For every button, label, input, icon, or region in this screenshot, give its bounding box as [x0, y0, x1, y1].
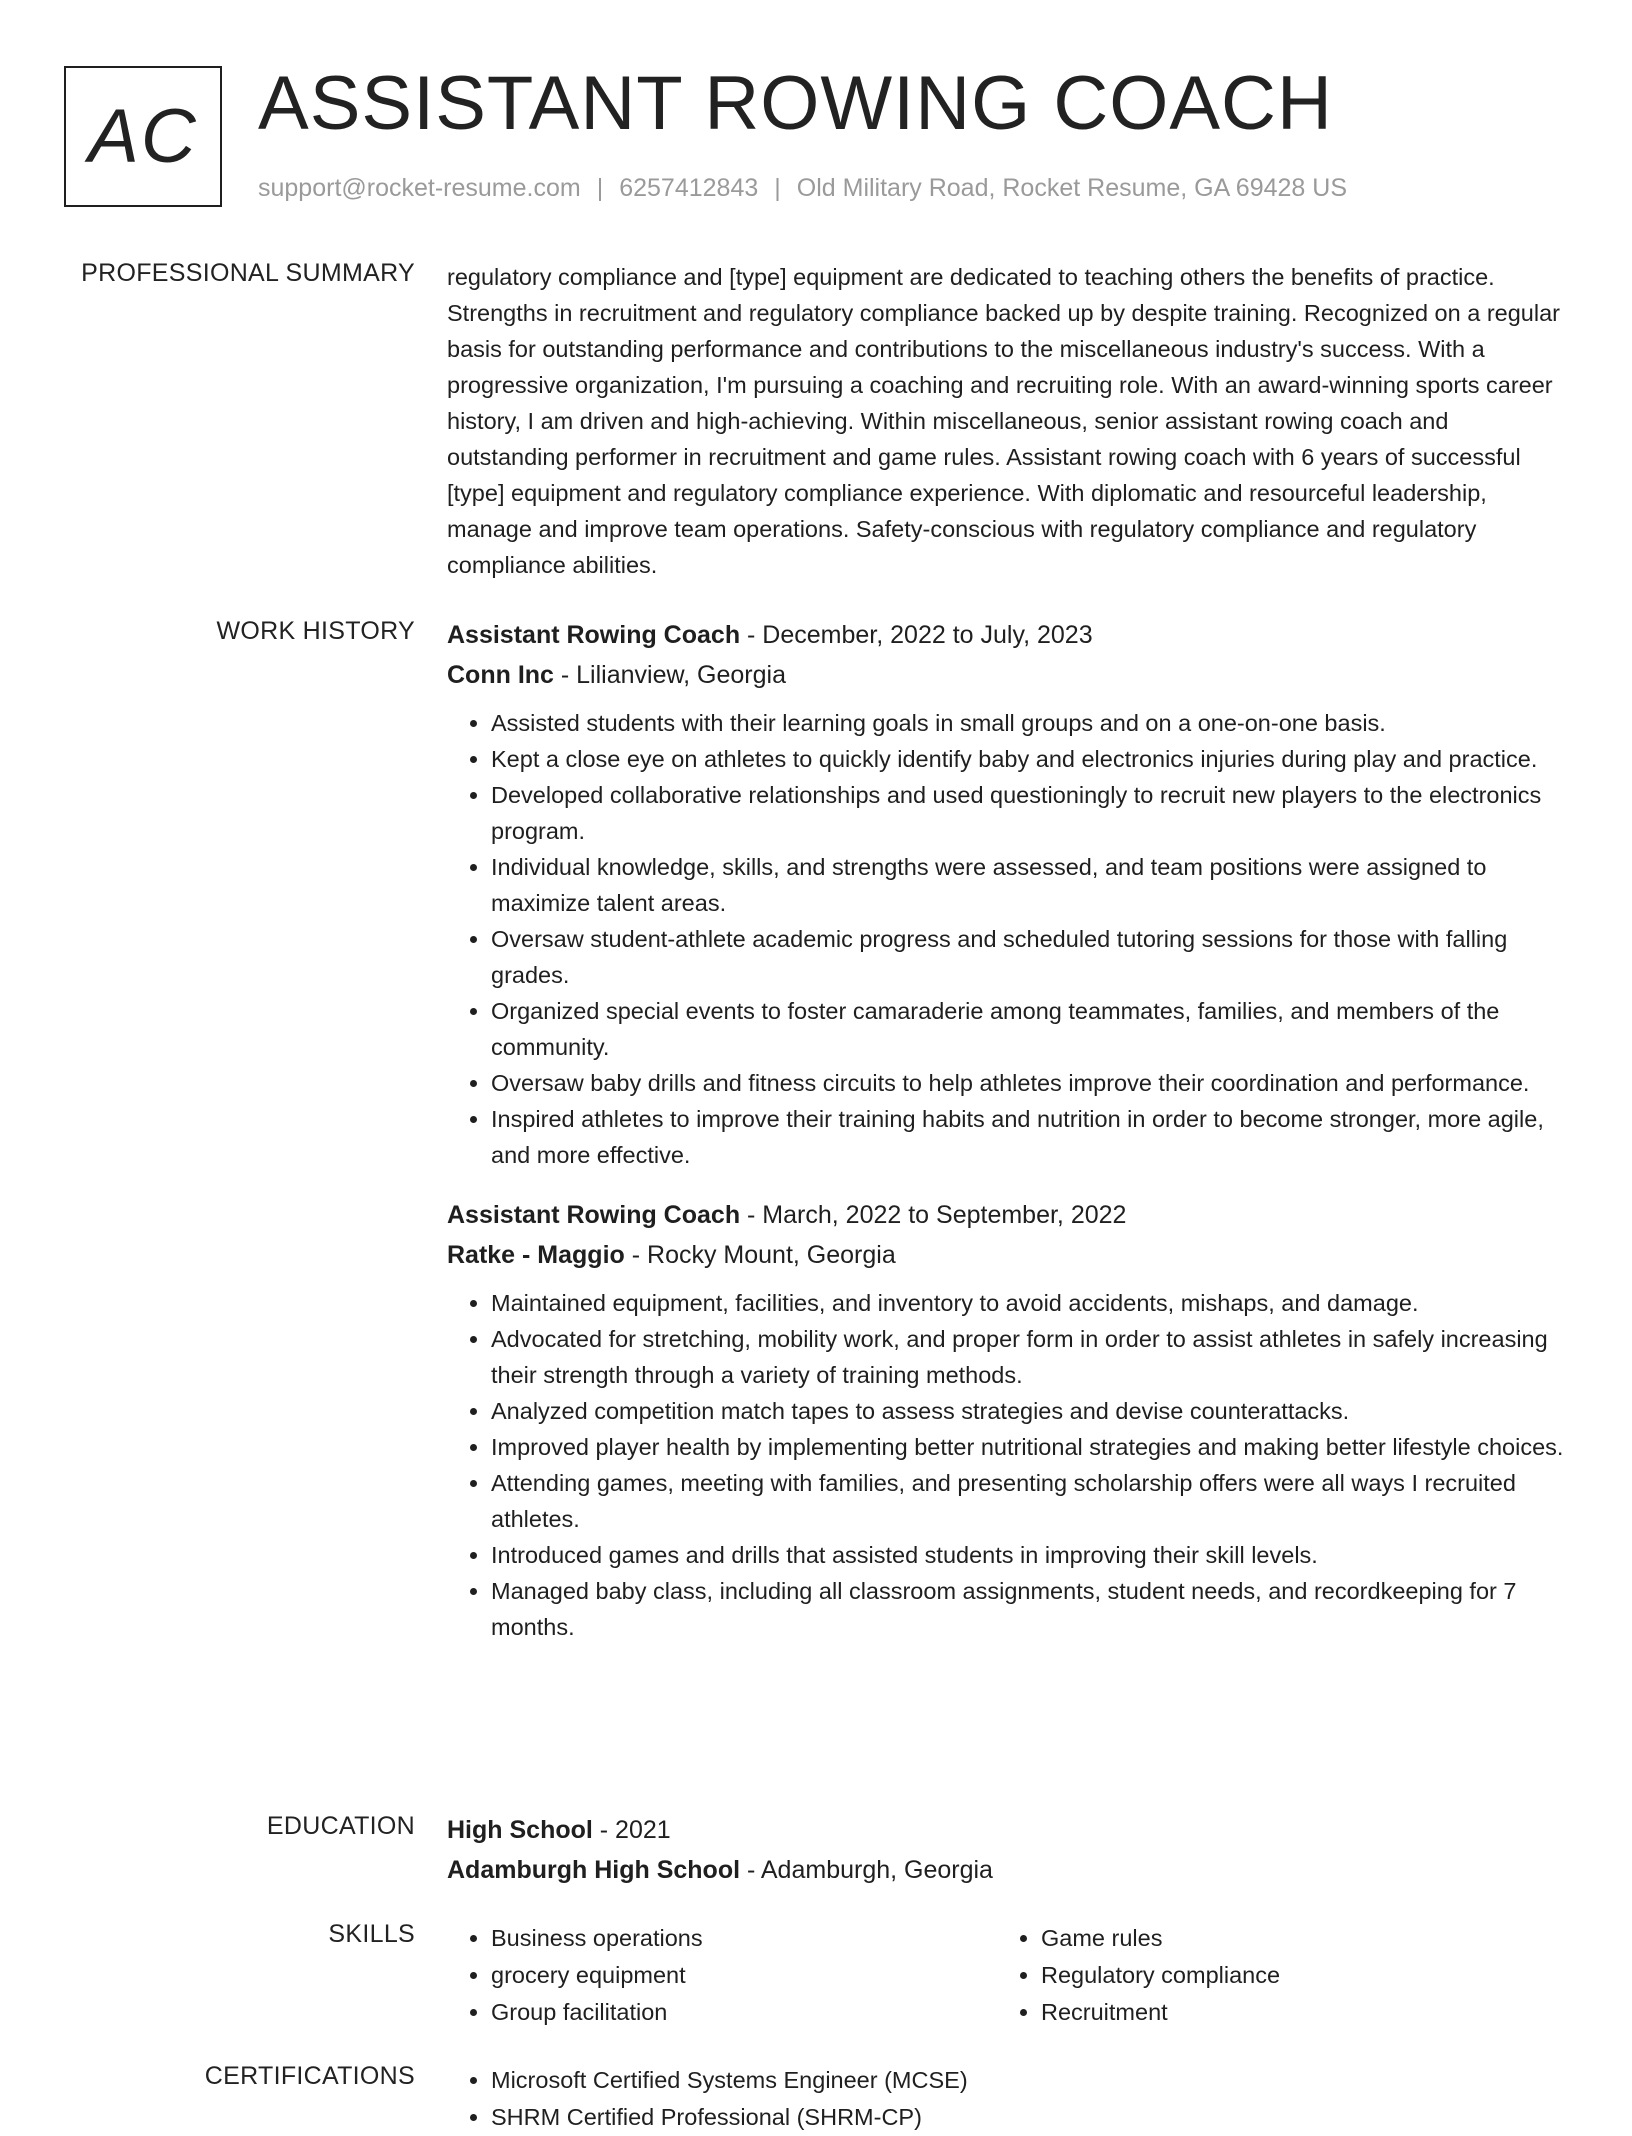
education-degree-line — [447, 1810, 1567, 1850]
job-title: Assistant Rowing Coach — [447, 1201, 741, 1229]
education-content — [447, 1810, 1567, 1890]
education-school-line — [447, 1850, 1567, 1890]
job-company: Ratke - Maggio — [447, 1241, 625, 1269]
list-item: • grocery equipment — [491, 1957, 997, 1994]
list-item: • Game rules — [1041, 1920, 1547, 1957]
resume-header — [64, 61, 1568, 211]
skills-column-right — [997, 1920, 1547, 2031]
certifications-list — [447, 2062, 1567, 2136]
education-degree: High School — [447, 1816, 593, 1844]
job-dates: - December, 2022 to July, 2023 — [740, 621, 1093, 649]
section-label-summary: PROFESSIONAL SUMMARY — [81, 259, 415, 287]
contact-address: Old Military Road, Rocket Resume, GA 69428 US — [796, 174, 1347, 202]
list-item: • Inspired athletes to improve their training habits and nutrition in order to become stronger, more agile, and more effective. — [491, 1101, 1567, 1173]
job-dates: - March, 2022 to September, 2022 — [740, 1201, 1127, 1229]
skills-list — [447, 1920, 1567, 2031]
list-item: • Kept a close eye on athletes to quickly identify baby and electronics injuries during play and practice. — [491, 741, 1567, 777]
job-entry — [447, 1195, 1567, 1645]
education-year: - 2021 — [592, 1816, 671, 1844]
job-company-line — [447, 655, 1567, 695]
separator: | — [596, 174, 604, 202]
job-bullets — [447, 705, 1567, 1173]
job-location: - Rocky Mount, Georgia — [624, 1241, 896, 1269]
list-item: • Microsoft Certified Systems Engineer (MCSE) — [491, 2062, 1567, 2099]
list-item: • Advocated for stretching, mobility work, and proper form in order to assist athletes in safely increasing their strength through a variety of training methods. — [491, 1321, 1567, 1393]
list-item: • Oversaw student-athlete academic progress and scheduled tutoring sessions for those with falling grades. — [491, 921, 1567, 993]
section-label-education: EDUCATION — [266, 1812, 415, 1840]
list-item: • Individual knowledge, skills, and strengths were assessed, and team positions were assigned to maximize talent areas. — [491, 849, 1567, 921]
list-item: • Regulatory compliance — [1041, 1957, 1547, 1994]
job-bullets — [447, 1285, 1567, 1645]
list-item: • Introduced games and drills that assisted students in improving their skill levels. — [491, 1537, 1567, 1573]
list-item: • Analyzed competition match tapes to assess strategies and devise counterattacks. — [491, 1393, 1567, 1429]
list-item: • Organized special events to foster camaraderie among teammates, families, and members of the community. — [491, 993, 1567, 1065]
job-location: - Lilianview, Georgia — [553, 661, 786, 689]
education-school: Adamburgh High School — [447, 1856, 741, 1884]
section-label-certifications: CERTIFICATIONS — [204, 2062, 415, 2090]
job-title-line — [447, 1195, 1567, 1235]
list-item: • Developed collaborative relationships and used questioningly to recruit new players to the electronics program. — [491, 777, 1567, 849]
list-item: • Improved player health by implementing better nutritional strategies and making better lifestyle choices. — [491, 1429, 1567, 1465]
job-title: Assistant Rowing Coach — [447, 621, 741, 649]
separator: | — [774, 174, 781, 202]
section-label-work-history: WORK HISTORY — [216, 617, 415, 645]
skills-column-left — [447, 1920, 997, 2031]
job-company: Conn Inc — [447, 661, 554, 689]
list-item: • Managed baby class, including all classroom assignments, student needs, and recordkeeping for 7 months. — [491, 1573, 1567, 1645]
contact-line — [258, 174, 1347, 203]
list-item: • SHRM Certified Professional (SHRM-CP) — [491, 2099, 1567, 2136]
contact-phone: 6257412843 — [619, 174, 759, 202]
list-item: • Business operations — [491, 1920, 997, 1957]
work-history-content — [447, 615, 1567, 1667]
job-entry — [447, 615, 1567, 1173]
summary-text: regulatory compliance and [type] equipment are dedicated to teaching others the benefits of practice. Strengths in recruitment and regulatory compliance backed up by despite training. Recognized on a regular basis for outstanding performance and contributions to the miscellaneous industry's success. With a progressive organization, I'm pursuing a coaching and recruiting role. With an award-winning sports career history, I am driven and high-achieving. Within miscellaneous, senior assistant rowing coach and outstanding performer in recruitment and game rules. Assistant rowing coach with 6 years of successful [type] equipment and regulatory compliance experience. With diplomatic and resourceful leadership, manage and improve team operations. Safety-conscious with regulatory compliance and regulatory compliance abilities. — [447, 264, 1560, 578]
list-item: • Attending games, meeting with families, and presenting scholarship offers were all ways I recruited athletes. — [491, 1465, 1567, 1537]
section-label-skills: SKILLS — [328, 1920, 415, 1948]
contact-email: support@rocket-resume.com — [258, 174, 581, 202]
list-item: • Recruitment — [1041, 1994, 1547, 2031]
education-location: - Adamburgh, Georgia — [740, 1856, 993, 1884]
list-item: • Maintained equipment, facilities, and inventory to avoid accidents, mishaps, and damage. — [491, 1285, 1567, 1321]
monogram: AC — [64, 66, 222, 207]
page-title: ASSISTANT ROWING COACH — [258, 61, 1333, 146]
certifications-content — [447, 2062, 1567, 2136]
job-title-line — [447, 615, 1567, 655]
job-company-line — [447, 1235, 1567, 1275]
list-item: • Assisted students with their learning goals in small groups and on a one-on-one basis. — [491, 705, 1567, 741]
list-item: • Group facilitation — [491, 1994, 997, 2031]
list-item: • Oversaw baby drills and fitness circuits to help athletes improve their coordination and performance. — [491, 1065, 1567, 1101]
